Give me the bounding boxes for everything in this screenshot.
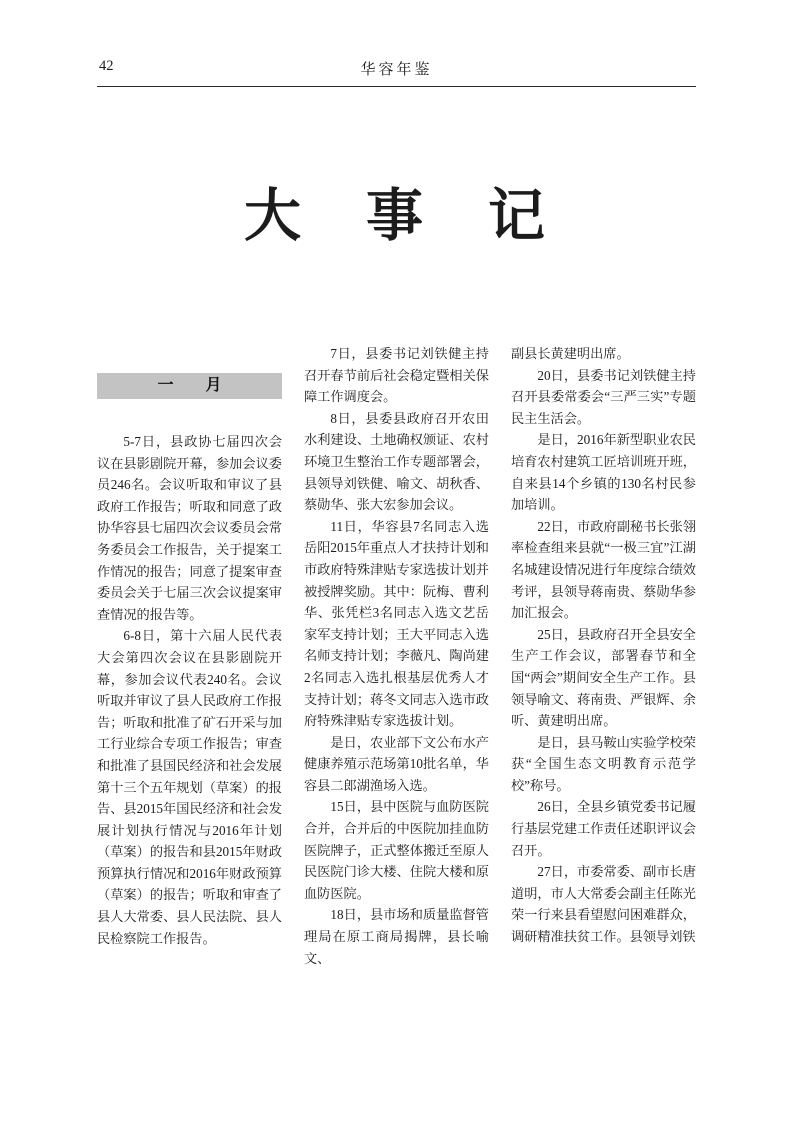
paragraph: 是日，农业部下文公布水产健康养殖示范场第10批名单，华容县二郎湖渔场入选。 xyxy=(304,734,489,793)
header-rule xyxy=(97,86,696,87)
paragraph: 6-8日，第十六届人民代表大会第四次会议在县影剧院开幕，参加会议代表240名。会议听取并审议了县人民政府工作报告；听取和批准了矿石开采与加工行业综合专项工作报告；审查和批准了县国民经济和社会发展第十三个五年规划（草案）的报告、县2015年国民经济和社会发展计划执行情况与2016年计划（草案）的报告和县2015年财政预算执行情况和2016年财政预算（草案）的报告；听取和审查了县人大常委、县人民法院、县人民检察院工作报告。 xyxy=(97,628,282,946)
text-columns xyxy=(97,343,696,969)
paragraph: 15日，县中医院与血防医院合并，合并后的中医院加挂血防医院牌子，正式整体搬迁至原人民医院门诊大楼、住院大楼和原血防医院。 xyxy=(304,799,489,901)
paragraph: 27日，市委常委、副市长唐道明，市人大常委会副主任陈光荣一行来县看望慰问困难群众，调研精准扶贫工作。县领导刘铁 xyxy=(511,864,696,945)
paragraph: 5-7日，县政协七届四次会议在县影剧院开幕，参加会议委员246名。会议听取和审议了县政府工作报告；听取和同意了政协华容县七届四次会议委员会常务委员会工作报告，关于提案工作情况的报告；同意了提案审查委员会关于七届三次会议提案审查情况的报告等。 xyxy=(97,434,282,622)
page-number: 42 xyxy=(99,58,114,74)
running-head xyxy=(97,58,696,78)
paragraph: 8日，县委县政府召开农田水利建设、土地确权颁证、农村环境卫生整治工作专题部署会，县领导刘铁健、喻文、胡秋香、蔡勋华、张大宏参加会议。 xyxy=(304,410,489,513)
month-heading: 一 月 xyxy=(97,373,282,399)
column-1 xyxy=(97,343,282,969)
paragraph: 11日，华容县7名同志入选岳阳2015年重点人才扶持计划和市政府特殊津贴专家选拔计划并被授牌奖励。其中：阮梅、曹利华、张凭栏3名同志入选文艺岳家军支持计划；王大平同志入选名师支持计划；李薇凡、陶尚建2名同志入选扎根基层优秀人才支持计划；蒋冬文同志入选市政府特殊津贴专家选拔计划。 xyxy=(304,518,489,729)
paragraph: 是日，2016年新型职业农民培育农村建筑工匠培训班开班，自来县14个乡镇的130名村民参加培训。 xyxy=(511,432,696,513)
column-2 xyxy=(304,343,489,969)
paragraph: 26日，全县乡镇党委书记履行基层党建工作责任述职评议会召开。 xyxy=(511,799,696,858)
paragraph: 22日，市政府副秘书长张翎率检查组来县就“一极三宜”江湖名城建设情况进行年度综合绩效考评，县领导蒋南贵、蔡勋华参加汇报会。 xyxy=(511,518,696,621)
book-title: 华容年鉴 xyxy=(360,62,433,78)
paragraph: 20日，县委书记刘铁健主持召开县委常委会“三严三实”专题民主生活会。 xyxy=(511,367,696,426)
paragraph: 18日，县市场和质量监督管理局在原工商局揭牌，县长喻文、 xyxy=(304,907,489,966)
paragraph: 7日，县委书记刘铁健主持召开春节前后社会稳定暨相关保障工作调度会。 xyxy=(304,346,489,405)
article-title: 大 事 记 xyxy=(244,185,549,248)
paragraph-continuation: 副县长黄建明出席。 xyxy=(511,346,630,361)
paragraph: 是日，县马鞍山实验学校荣获“全国生态文明教育示范学校”称号。 xyxy=(511,734,696,793)
paragraph: 25日，县政府召开全县安全生产工作会议，部署春节和全国“两会”期间安全生产工作。县领导喻文、蒋南贵、严银辉、余听、黄建明出席。 xyxy=(511,626,696,729)
column-3 xyxy=(511,343,696,969)
